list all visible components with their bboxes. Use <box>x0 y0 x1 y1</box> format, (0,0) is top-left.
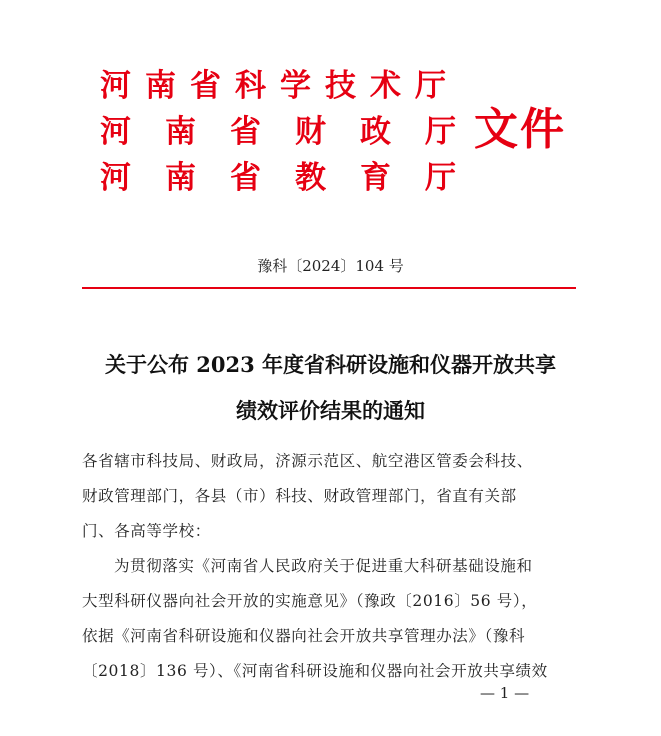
org-education: 河南省教育厅 <box>100 160 490 196</box>
body-paragraph-line-3: 依据《河南省科研设施和仪器向社会开放共享管理办法》（豫科 <box>82 627 526 645</box>
document-title-line-2: 绩效评价结果的通知 <box>236 398 425 423</box>
document-number: 豫科〔2024〕104 号 <box>257 257 404 275</box>
body-paragraph-line-1: 为贯彻落实《河南省人民政府关于促进重大科研基础设施和 <box>114 557 533 575</box>
page-number: — 1 — <box>480 684 530 702</box>
org-finance: 河南省财政厅 <box>100 114 490 150</box>
red-divider <box>82 287 576 289</box>
body-paragraph-line-4: 〔2018〕136 号）、《河南省科研设施和仪器向社会开放共享绩效 <box>82 662 548 680</box>
document-title-line-1: 关于公布 2023 年度省科研设施和仪器开放共享 <box>104 352 557 377</box>
recipients-line-2: 财政管理部门，各县（市）科技、财政管理部门，省直有关部 <box>82 487 517 505</box>
body-paragraph-line-2: 大型科研仪器向社会开放的实施意见》（豫政〔2016〕56 号）， <box>82 592 538 610</box>
recipients-line-3: 门、各高等学校： <box>82 522 211 540</box>
org-science-technology: 河南省科学技术厅 <box>100 68 460 104</box>
recipients-line-1: 各省辖市科技局、财政局，济源示范区、航空港区管委会科技、 <box>82 452 533 470</box>
document-label: 文件 <box>474 104 566 155</box>
